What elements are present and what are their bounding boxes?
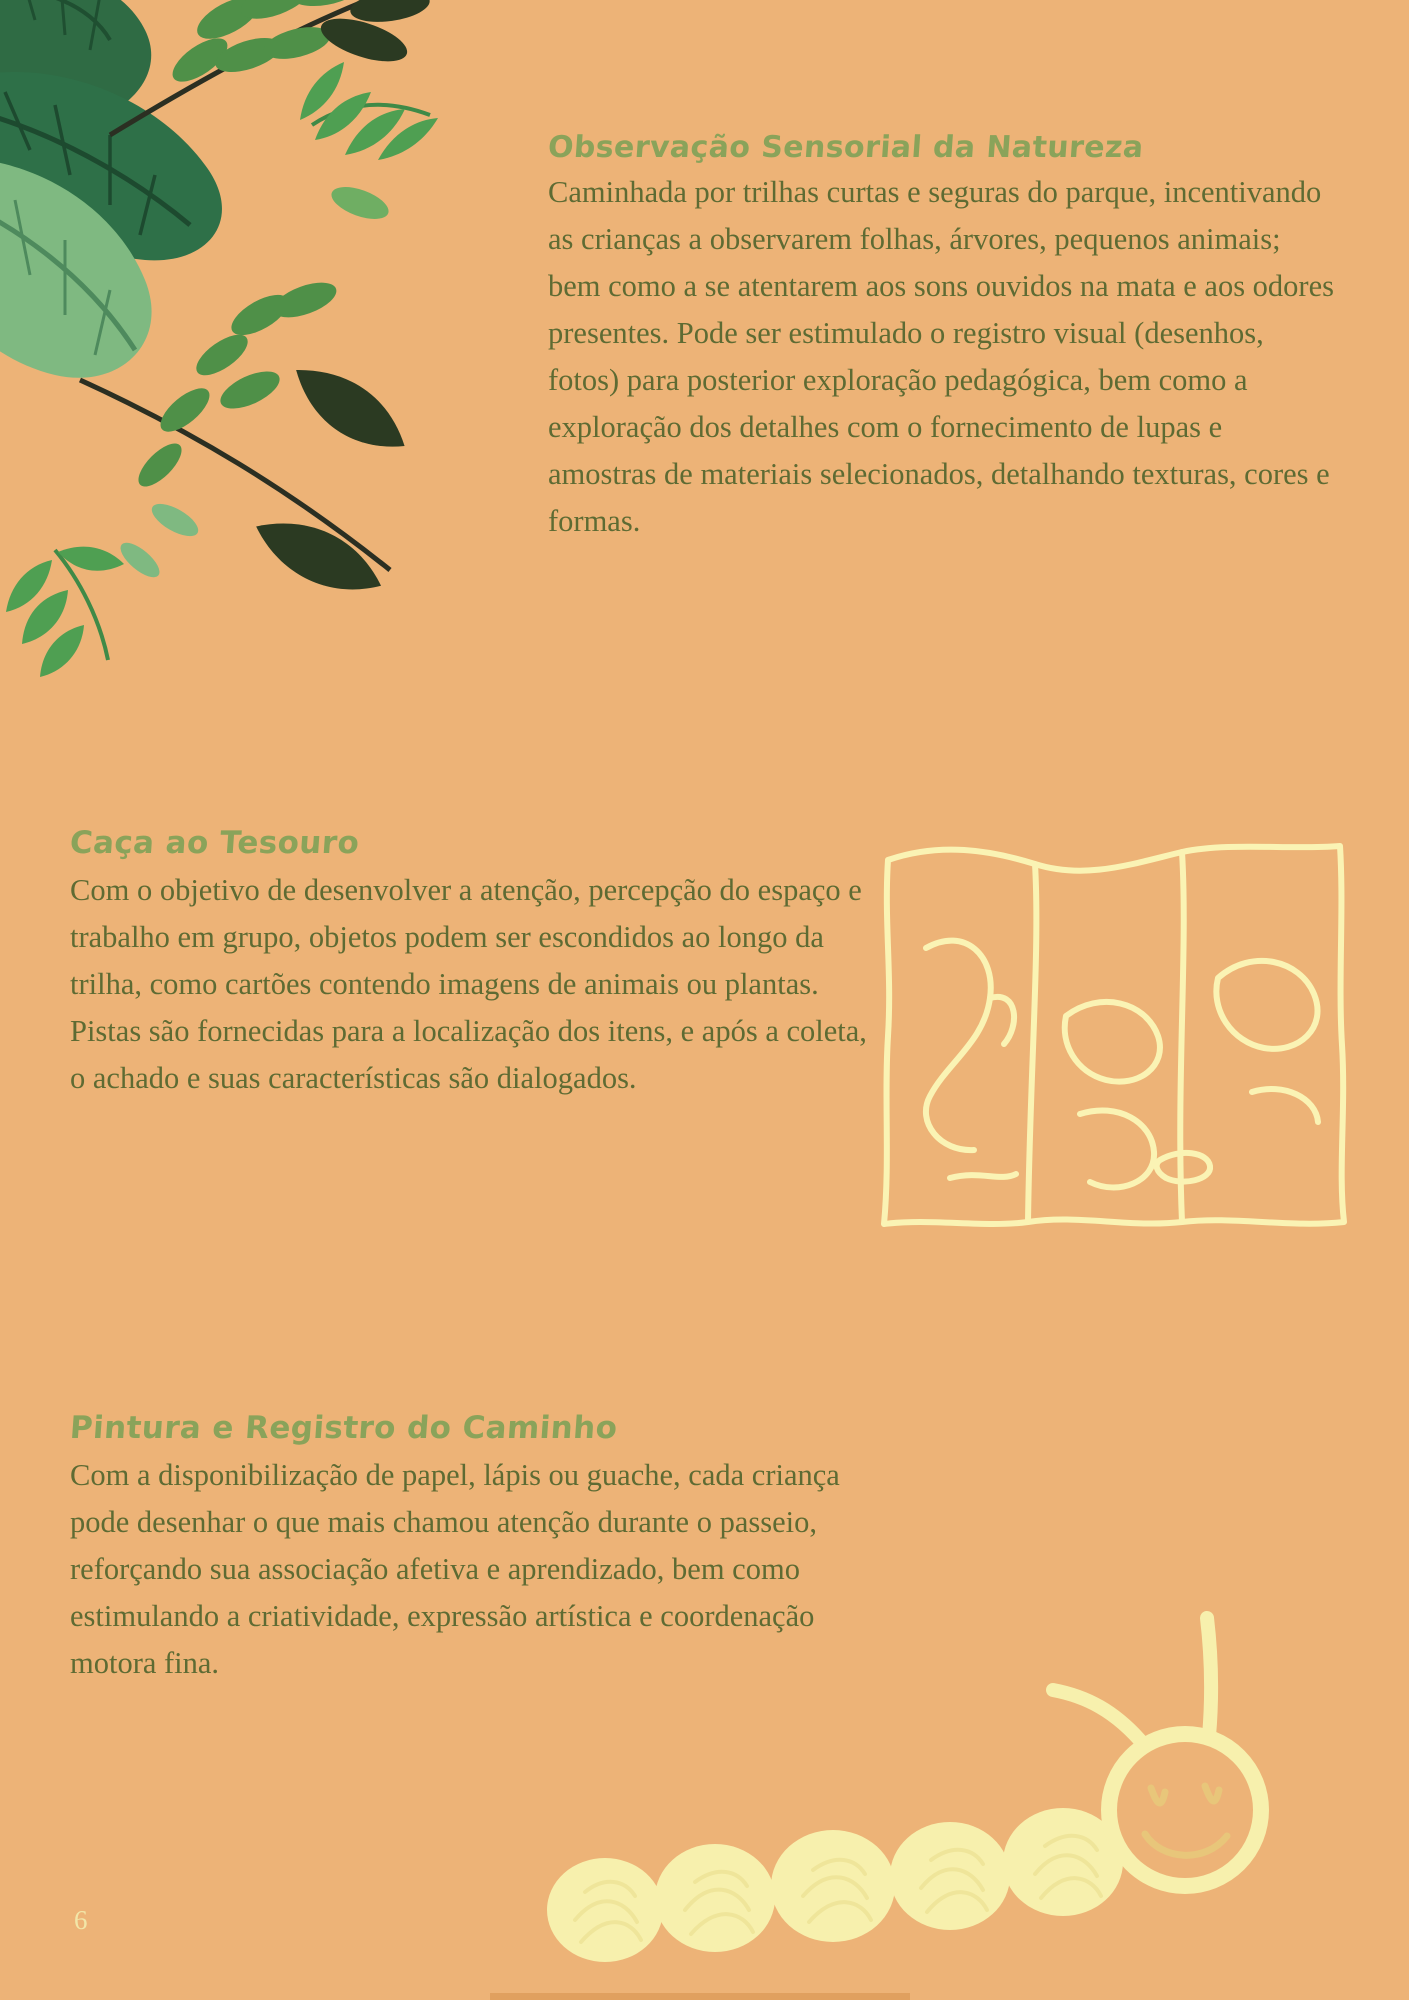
section-heading-caca: Caça ao Tesouro (68, 825, 361, 861)
section-pintura-registro (70, 1410, 860, 1687)
folded-map-doodle (870, 830, 1390, 1310)
page-number: 6 (74, 1905, 88, 1935)
bottom-accent-strip (490, 1993, 910, 2000)
section-body-pintura: Com a disponibilização de papel, lápis ou guache, cada criança pode desenhar o que mais chamou atenção durante o passeio, reforçando sua associação afetiva e aprendizado, bem como estimulando a criatividade, expressão artística e coordenação motora fina. (70, 1458, 840, 1680)
tropical-leaves-illustration (0, 0, 580, 700)
section-body-observacao: Caminhada por trilhas curtas e seguras do parque, incentivando as crianças a observarem folhas, árvores, pequenos animais; bem como a se atentarem aos sons ouvidos na mata e aos odores presentes. Pode ser estimulado o registro visual (desenhos, fotos) para posterior exploração pedagógica, bem como a exploração dos detalhes com o fornecimento de lupas e amostras de materiais selecionados, detalhando texturas, cores e formas. (548, 175, 1335, 538)
section-caca-ao-tesouro (70, 825, 870, 1102)
section-heading-pintura: Pintura e Registro do Caminho (68, 1410, 619, 1446)
section-heading-observacao: Observação Sensorial da Natureza (546, 130, 1145, 165)
section-observacao-sensorial (548, 130, 1338, 545)
section-body-caca: Com o objetivo de desenvolver a atenção, percepção do espaço e trabalho em grupo, objetos podem ser escondidos ao longo da trilha, como cartões contendo imagens de animais ou plantas. Pistas são fornecidas para a localização dos itens, e após a coleta, o achado e suas características são dialogados. (70, 873, 867, 1095)
